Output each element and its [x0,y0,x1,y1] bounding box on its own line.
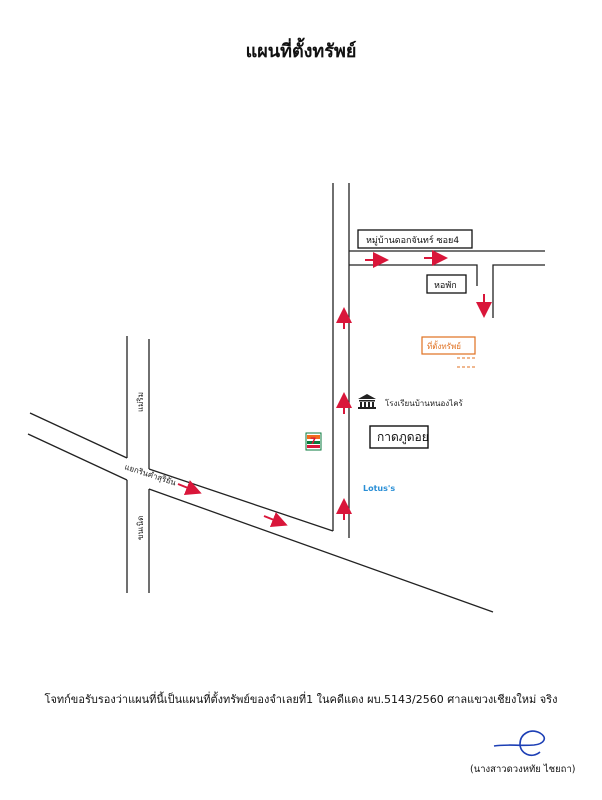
route-arrow [264,516,284,524]
landmark-label: กาดภูดอย [377,430,429,444]
diagonal-road-south-edge-left [28,434,127,480]
diagonal-road-north-edge-left [30,413,127,458]
dorm-label: หอพัก [434,281,457,291]
road-label-junction: แยกรินคำสุริยัน [123,462,178,488]
page-title: แผนที่ตั้งทรัพย์ [245,41,357,62]
route-arrow [178,484,198,492]
seven-eleven-icon [306,433,321,450]
road-label-top-left: แม่ริม [136,392,145,412]
route-arrows [178,258,484,524]
school-label: โรงเรียนบ้านหนองไคร้ [385,399,463,408]
village-sign-label: หมู่บ้านดอกจันทร์ ซอย4 [366,236,460,246]
svg-text:7: 7 [310,437,317,447]
diagonal-road-south-edge-right [149,489,493,612]
school-building-icon [358,394,376,409]
lotus-label: Lotus's [363,484,396,493]
signer-name: (นางสาวดวงหทัย ไชยถา) [470,764,576,775]
signature-mark [492,728,550,762]
property-label: ที่ตั้งทรัพย์ [427,342,461,351]
certification-statement: โจทก์ขอรับรองว่าแผนที่นี้เป็นแผนที่ตั้งทรัพย์ของจำเลยที่1 ในคดีแดง ผบ.5143/2560 ศาลแขวงเชียงใหม่ จริง [44,693,558,706]
road-label-bottom-left: ขนเนิด [136,515,145,540]
side-road-east-edge [493,265,545,318]
